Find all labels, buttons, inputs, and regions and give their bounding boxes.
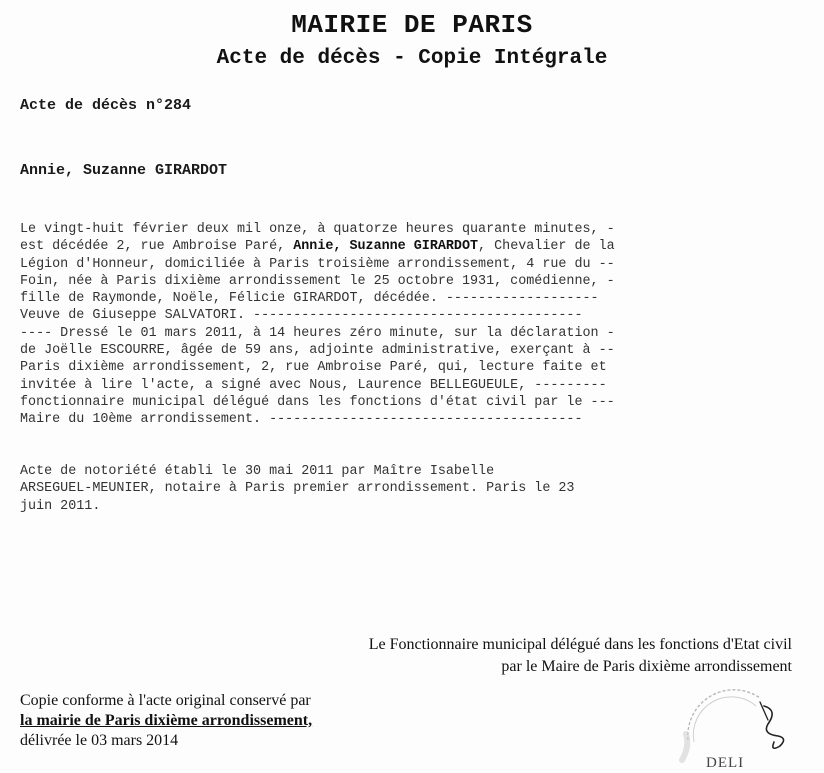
- signatory-block: [369, 634, 792, 678]
- certified-copy-block: [20, 691, 312, 751]
- document-subtitle: Acte de décès - Copie Intégrale: [216, 47, 608, 70]
- act-body-line: fille de Raymonde, Noële, Félicie GIRARDOT, décédée. -------------------: [20, 291, 599, 307]
- act-body-line: Légion d'Honneur, domiciliée à Paris troisième arrondissement, 4 rue du --: [20, 256, 615, 272]
- act-body-line: est décédée 2, rue Ambroise Paré, Annie, Suzanne GIRARDOT, Chevalier de la: [20, 239, 615, 255]
- notoriety-line: Acte de notoriété établi le 30 mai 2011 par Maître Isabelle: [20, 464, 495, 479]
- act-body-line: Paris dixième arrondissement, 2, rue Ambroise Paré, qui, lecture faite et: [20, 360, 607, 376]
- signatory-line: Le Fonctionnaire municipal délégué dans les fonctions d'Etat civil: [368, 636, 792, 653]
- act-body-line: Veuve de Giuseppe SALVATORI. -----------------------------------------: [20, 308, 583, 324]
- stamp-text: DELI: [706, 755, 745, 771]
- notoriety-line: ARSEGUEL-MEUNIER, notaire à Paris premier arrondissement. Paris le 23: [20, 481, 575, 497]
- document-title: MAIRIE DE PARIS: [291, 10, 533, 40]
- act-body: [20, 221, 732, 429]
- act-body-line: de Joëlle ESCOURRE, âgée de 59 ans, adjointe administrative, exerçant à --: [20, 343, 615, 359]
- notoriety-note: [20, 463, 732, 515]
- act-body-line: invitée à lire l'acte, a signé avec Nous, Laurence BELLEGUEULE, ---------: [20, 377, 607, 393]
- deceased-name: Annie, Suzanne GIRARDOT: [20, 162, 228, 179]
- notoriety-line: juin 2011.: [20, 498, 101, 514]
- act-body-line: fonctionnaire municipal délégué dans les fonctions d'état civil par le ---: [20, 394, 615, 410]
- copy-line: Copie conforme à l'acte original conservé par: [20, 692, 311, 709]
- act-body-line: Maire du 10ème arrondissement. ---------------------------------------: [20, 412, 583, 428]
- copy-date: délivrée le 03 mars 2014: [20, 732, 179, 749]
- copy-issuer: la mairie de Paris dixième arrondissement,: [20, 712, 313, 729]
- act-number: Acte de décès n°284: [20, 97, 192, 114]
- signatory-line: par le Maire de Paris dixième arrondissement: [501, 658, 792, 675]
- act-body-line: Le vingt-huit février deux mil onze, à quatorze heures quarante minutes, -: [20, 222, 615, 237]
- act-body-line: Foin, née à Paris dixième arrondissement le 25 octobre 1931, comédienne, -: [20, 273, 615, 289]
- deceased-name-inline: Annie, Suzanne GIRARDOT: [293, 239, 479, 255]
- act-body-line: ---- Dressé le 01 mars 2011, à 14 heures zéro minute, sur la déclaration -: [20, 325, 615, 341]
